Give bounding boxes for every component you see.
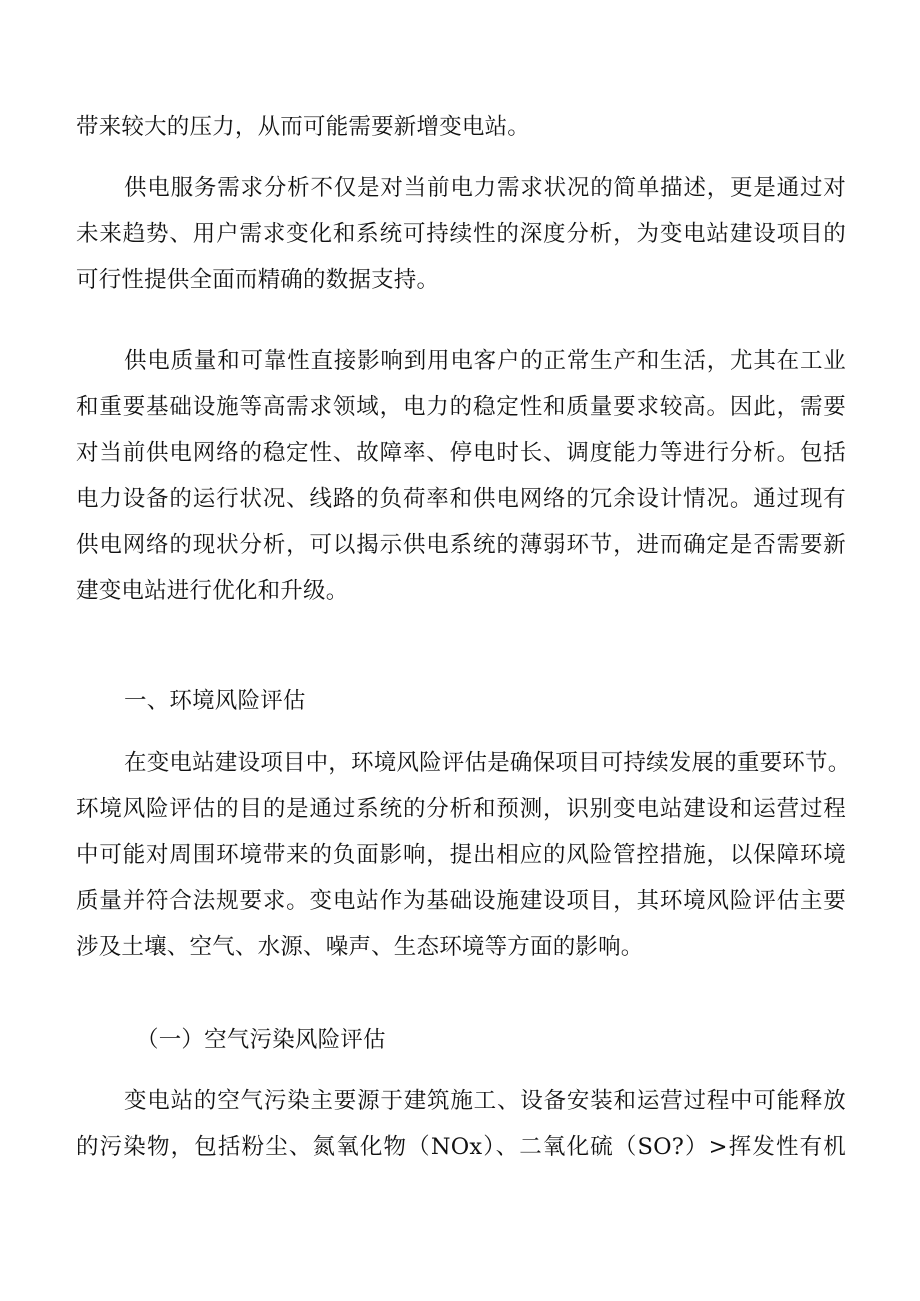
text-line: 建变电站进行优化和升级。 (76, 578, 349, 604)
text-line: 带来较大的压力，从而可能需要新增变电站。 (76, 114, 531, 140)
text-line: 供电网络的现状分析，可以揭示供电系统的薄弱环节，进而确定是否需要新 (76, 532, 846, 558)
section-heading-environment-risk: 一、环境风险评估 (124, 688, 306, 714)
text-line: 电力设备的运行状况、线路的负荷率和供电网络的冗余设计情况。通过现有 (76, 486, 846, 512)
text-line: 质量并符合法规要求。变电站作为基础设施建设项目，其环境风险评估主要 (76, 888, 846, 914)
text-line: 环境风险评估的目的是通过系统的分析和预测，识别变电站建设和运营过程 (76, 796, 846, 822)
paragraph-air-pollution (76, 1078, 846, 1170)
text-line: 对当前供电网络的稳定性、故障率、停电时长、调度能力等进行分析。包括 (76, 440, 846, 466)
text-line: 可行性提供全面而精确的数据支持。 (76, 267, 440, 293)
paragraph-supply-quality (76, 338, 846, 614)
paragraph-supply-demand-analysis (76, 165, 846, 303)
text-line: 涉及土壤、空气、水源、噪声、生态环境等方面的影响。 (76, 934, 644, 960)
text-line: 在变电站建设项目中，环境风险评估是确保项目可持续发展的重要环节。 (124, 750, 851, 776)
text-line: 变电站的空气污染主要源于建筑施工、设备安装和运营过程中可能释放 (124, 1088, 846, 1114)
paragraph-continuation (76, 104, 846, 150)
text-line: 供电服务需求分析不仅是对当前电力需求状况的简单描述，更是通过对 (124, 175, 846, 201)
text-line: 供电质量和可靠性直接影响到用电客户的正常生产和生活，尤其在工业 (124, 348, 846, 374)
text-line: 未来趋势、用户需求变化和系统可持续性的深度分析，为变电站建设项目的 (76, 221, 846, 247)
text-line: 的污染物，包括粉尘、氮氧化物（NOx）、二氧化硫（SO?）>挥发性有机 (76, 1134, 846, 1160)
subsection-heading-air-pollution: （一）空气污染风险评估 (136, 1027, 386, 1053)
text-line: 和重要基础设施等高需求领域，电力的稳定性和质量要求较高。因此，需要 (76, 394, 846, 420)
paragraph-environment-risk (76, 740, 851, 970)
text-line: 中可能对周围环境带来的负面影响，提出相应的风险管控措施，以保障环境 (76, 842, 846, 868)
